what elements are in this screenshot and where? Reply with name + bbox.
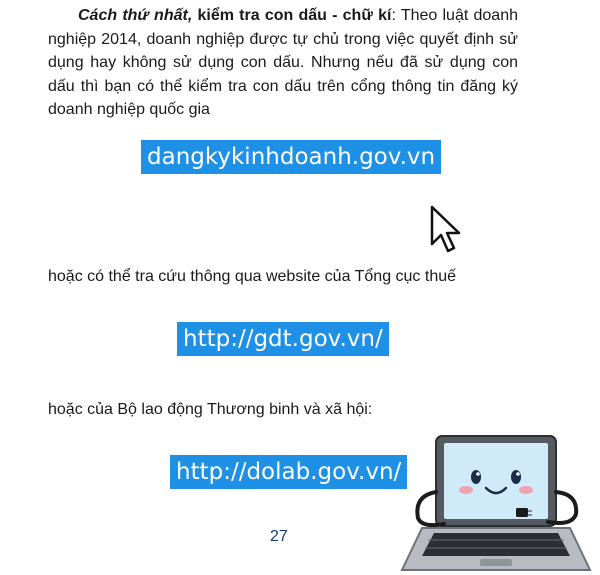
labour-intro-text: hoặc của Bộ lao động Thương binh và xã hội: <box>48 401 373 418</box>
tax-website-link[interactable]: http://gdt.gov.vn/ <box>177 322 389 356</box>
method-heading: Cách thứ nhất, <box>78 7 193 24</box>
method-title: kiểm tra con dấu - chữ kí <box>197 7 392 24</box>
labour-website-link[interactable]: http://dolab.gov.vn/ <box>170 455 407 489</box>
tax-intro-text: hoặc có thể tra cứu thông qua website của Tổng cục thuế <box>48 268 457 285</box>
page-number: 27 <box>270 528 288 545</box>
national-registry-link[interactable]: dangkykinhdoanh.gov.vn <box>141 140 441 174</box>
method-description: : Theo luật doanh nghiệp 2014, doanh nghiệp được tự chủ trong việc quyết định sử dụng hay không sử dụng con dấu. Nhưng nếu đã sử dụng con dấu thì bạn có thể kiểm tra con dấu trên cổng thông tin đăng ký doanh nghiệp quốc gia <box>48 7 518 118</box>
mouse-pointer-icon <box>428 204 464 256</box>
laptop-mascot-icon <box>400 432 592 575</box>
intro-paragraph <box>48 4 518 122</box>
